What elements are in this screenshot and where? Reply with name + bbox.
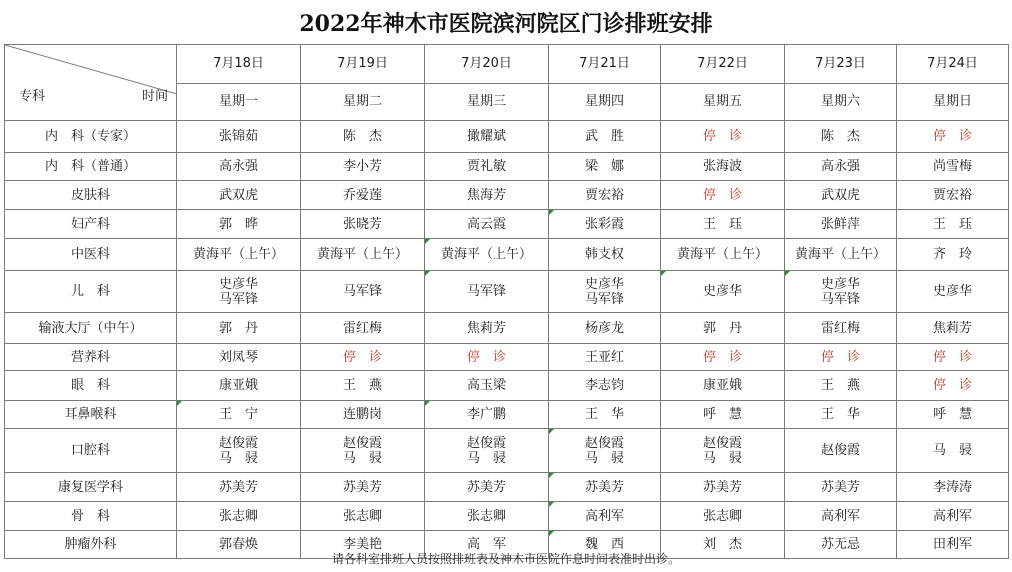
doctor-cell: 王 华 <box>785 401 897 429</box>
doctor-cell: 史彦华 <box>661 271 785 313</box>
doctor-cell: 刘凤琴 <box>177 344 301 371</box>
doctor-cell: 康亚娥 <box>661 371 785 401</box>
doctor-cell: 高玉梁 <box>425 371 549 401</box>
closed-status-cell: 停 诊 <box>661 181 785 210</box>
doctor-cell: 贾礼敏 <box>425 153 549 181</box>
doctor-cell: 苏美芳 <box>177 473 301 502</box>
closed-status-cell: 停 诊 <box>785 344 897 371</box>
doctor-cell: 黄海平（上午） <box>425 239 549 271</box>
doctor-cell: 武双虎 <box>177 181 301 210</box>
doctor-cell: 王 宁 <box>177 401 301 429</box>
schedule-row <box>5 429 1009 473</box>
doctor-cell: 史彦华 马军锋 <box>785 271 897 313</box>
doctor-cell: 高永强 <box>177 153 301 181</box>
doctor-cell: 赵俊霞 马 骎 <box>425 429 549 473</box>
doctor-cell: 高利军 <box>549 502 661 531</box>
department-cell: 中医科 <box>5 239 177 271</box>
doctor-cell: 苏美芳 <box>661 473 785 502</box>
doctor-cell: 王 燕 <box>301 371 425 401</box>
doctor-cell: 高云霞 <box>425 210 549 239</box>
doctor-cell: 焦莉芳 <box>897 313 1009 344</box>
doctor-cell: 高利军 <box>897 502 1009 531</box>
corner-header-cell <box>5 45 177 121</box>
date-cell: 7月18日 <box>177 45 301 84</box>
doctor-cell: 乔爱莲 <box>301 181 425 210</box>
closed-status-cell: 停 诊 <box>897 344 1009 371</box>
date-cell: 7月19日 <box>301 45 425 84</box>
doctor-cell: 连鹏岗 <box>301 401 425 429</box>
closed-status-cell: 停 诊 <box>425 344 549 371</box>
doctor-cell: 李广鹏 <box>425 401 549 429</box>
doctor-cell: 张海波 <box>661 153 785 181</box>
weekday-cell: 星期日 <box>897 83 1009 120</box>
closed-status-cell: 停 诊 <box>661 121 785 153</box>
doctor-cell: 马军锋 <box>301 271 425 313</box>
doctor-cell: 贾宏裕 <box>897 181 1009 210</box>
schedule-row <box>5 271 1009 313</box>
doctor-cell: 杨彦龙 <box>549 313 661 344</box>
doctor-cell: 尚雪梅 <box>897 153 1009 181</box>
schedule-row <box>5 239 1009 271</box>
doctor-cell: 雷红梅 <box>785 313 897 344</box>
corner-dept-label: 专科 <box>19 89 46 104</box>
department-cell: 儿 科 <box>5 271 177 313</box>
date-cell: 7月20日 <box>425 45 549 84</box>
department-cell: 耳鼻喉科 <box>5 401 177 429</box>
doctor-cell: 张鲜萍 <box>785 210 897 239</box>
schedule-row <box>5 502 1009 531</box>
doctor-cell: 梁 娜 <box>549 153 661 181</box>
weekday-cell: 星期二 <box>301 83 425 120</box>
doctor-cell: 陈 杰 <box>301 121 425 153</box>
doctor-cell: 黄海平（上午） <box>785 239 897 271</box>
doctor-cell: 赵俊霞 马 骎 <box>661 429 785 473</box>
schedule-row <box>5 181 1009 210</box>
doctor-cell: 焦海芳 <box>425 181 549 210</box>
department-cell: 口腔科 <box>5 429 177 473</box>
diagonal-divider <box>5 45 177 94</box>
department-cell: 皮肤科 <box>5 181 177 210</box>
department-cell: 内 科（专家） <box>5 121 177 153</box>
weekday-cell: 星期一 <box>177 83 301 120</box>
doctor-cell: 张锦茹 <box>177 121 301 153</box>
doctor-cell: 高 军 <box>425 531 549 559</box>
doctor-cell: 张志卿 <box>177 502 301 531</box>
department-cell: 营养科 <box>5 344 177 371</box>
doctor-cell: 齐 玲 <box>897 239 1009 271</box>
doctor-cell: 苏无忌 <box>785 531 897 559</box>
doctor-cell: 雷红梅 <box>301 313 425 344</box>
schedule-row <box>5 371 1009 401</box>
doctor-cell: 苏美芳 <box>301 473 425 502</box>
schedule-table <box>4 44 1009 559</box>
schedule-row <box>5 313 1009 344</box>
closed-status-cell: 停 诊 <box>897 121 1009 153</box>
doctor-cell: 康亚娥 <box>177 371 301 401</box>
footer-note: 请各科室排班人员按照排班表及神木市医院作息时间表准时出诊。 <box>331 552 680 566</box>
doctor-cell: 王 珏 <box>897 210 1009 239</box>
doctor-cell: 赵俊霞 马 骎 <box>549 429 661 473</box>
date-cell: 7月23日 <box>785 45 897 84</box>
doctor-cell: 张志卿 <box>425 502 549 531</box>
doctor-cell: 张彩霞 <box>549 210 661 239</box>
page-title: 2022年神木市医院滨河院区门诊排班安排 <box>299 10 713 37</box>
weekday-cell: 星期六 <box>785 83 897 120</box>
doctor-cell: 王 燕 <box>785 371 897 401</box>
doctor-cell: 李涛涛 <box>897 473 1009 502</box>
doctor-cell: 贾宏裕 <box>549 181 661 210</box>
doctor-cell: 黄海平（上午） <box>301 239 425 271</box>
doctor-cell: 魏 西 <box>549 531 661 559</box>
doctor-cell: 刘 杰 <box>661 531 785 559</box>
doctor-cell: 苏美芳 <box>425 473 549 502</box>
doctor-cell: 高利军 <box>785 502 897 531</box>
doctor-cell: 张志卿 <box>301 502 425 531</box>
doctor-cell: 呼 慧 <box>661 401 785 429</box>
doctor-cell: 赵俊霞 <box>785 429 897 473</box>
doctor-cell: 史彦华 马军锋 <box>177 271 301 313</box>
schedule-row <box>5 121 1009 153</box>
doctor-cell: 马 骎 <box>897 429 1009 473</box>
doctor-cell: 张晓芳 <box>301 210 425 239</box>
doctor-cell: 武双虎 <box>785 181 897 210</box>
weekday-cell: 星期五 <box>661 83 785 120</box>
doctor-cell: 苏美芳 <box>785 473 897 502</box>
doctor-cell: 赵俊霞 马 骎 <box>301 429 425 473</box>
doctor-cell: 李美艳 <box>301 531 425 559</box>
doctor-cell: 韩支权 <box>549 239 661 271</box>
weekday-cell: 星期四 <box>549 83 661 120</box>
department-cell: 骨 科 <box>5 502 177 531</box>
department-cell: 输液大厅（中午） <box>5 313 177 344</box>
date-cell: 7月21日 <box>549 45 661 84</box>
doctor-cell: 撖耀斌 <box>425 121 549 153</box>
department-cell: 妇产科 <box>5 210 177 239</box>
doctor-cell: 高永强 <box>785 153 897 181</box>
doctor-cell: 王 珏 <box>661 210 785 239</box>
doctor-cell: 史彦华 <box>897 271 1009 313</box>
doctor-cell: 张志卿 <box>661 502 785 531</box>
schedule-row <box>5 344 1009 371</box>
doctor-cell: 王 华 <box>549 401 661 429</box>
doctor-cell: 郭春焕 <box>177 531 301 559</box>
department-cell: 眼 科 <box>5 371 177 401</box>
date-header-row <box>5 45 1009 84</box>
doctor-cell: 呼 慧 <box>897 401 1009 429</box>
doctor-cell: 陈 杰 <box>785 121 897 153</box>
doctor-cell: 赵俊霞 马 骎 <box>177 429 301 473</box>
doctor-cell: 马军锋 <box>425 271 549 313</box>
schedule-row <box>5 401 1009 429</box>
doctor-cell: 黄海平（上午） <box>177 239 301 271</box>
doctor-cell: 李志钧 <box>549 371 661 401</box>
department-cell: 康复医学科 <box>5 473 177 502</box>
schedule-row <box>5 153 1009 181</box>
corner-time-label: 时间 <box>141 89 168 104</box>
doctor-cell: 田利军 <box>897 531 1009 559</box>
doctor-cell: 史彦华 马军锋 <box>549 271 661 313</box>
doctor-cell: 李小芳 <box>301 153 425 181</box>
department-cell: 肿瘤外科 <box>5 531 177 559</box>
closed-status-cell: 停 诊 <box>897 371 1009 401</box>
closed-status-cell: 停 诊 <box>301 344 425 371</box>
date-cell: 7月22日 <box>661 45 785 84</box>
weekday-cell: 星期三 <box>425 83 549 120</box>
closed-status-cell: 停 诊 <box>661 344 785 371</box>
doctor-cell: 焦莉芳 <box>425 313 549 344</box>
date-cell: 7月24日 <box>897 45 1009 84</box>
schedule-row <box>5 473 1009 502</box>
schedule-row <box>5 210 1009 239</box>
doctor-cell: 郭 丹 <box>177 313 301 344</box>
doctor-cell: 黄海平（上午） <box>661 239 785 271</box>
doctor-cell: 郭 晔 <box>177 210 301 239</box>
doctor-cell: 郭 丹 <box>661 313 785 344</box>
department-cell: 内 科（普通） <box>5 153 177 181</box>
doctor-cell: 王亚红 <box>549 344 661 371</box>
doctor-cell: 武 胜 <box>549 121 661 153</box>
doctor-cell: 苏美芳 <box>549 473 661 502</box>
